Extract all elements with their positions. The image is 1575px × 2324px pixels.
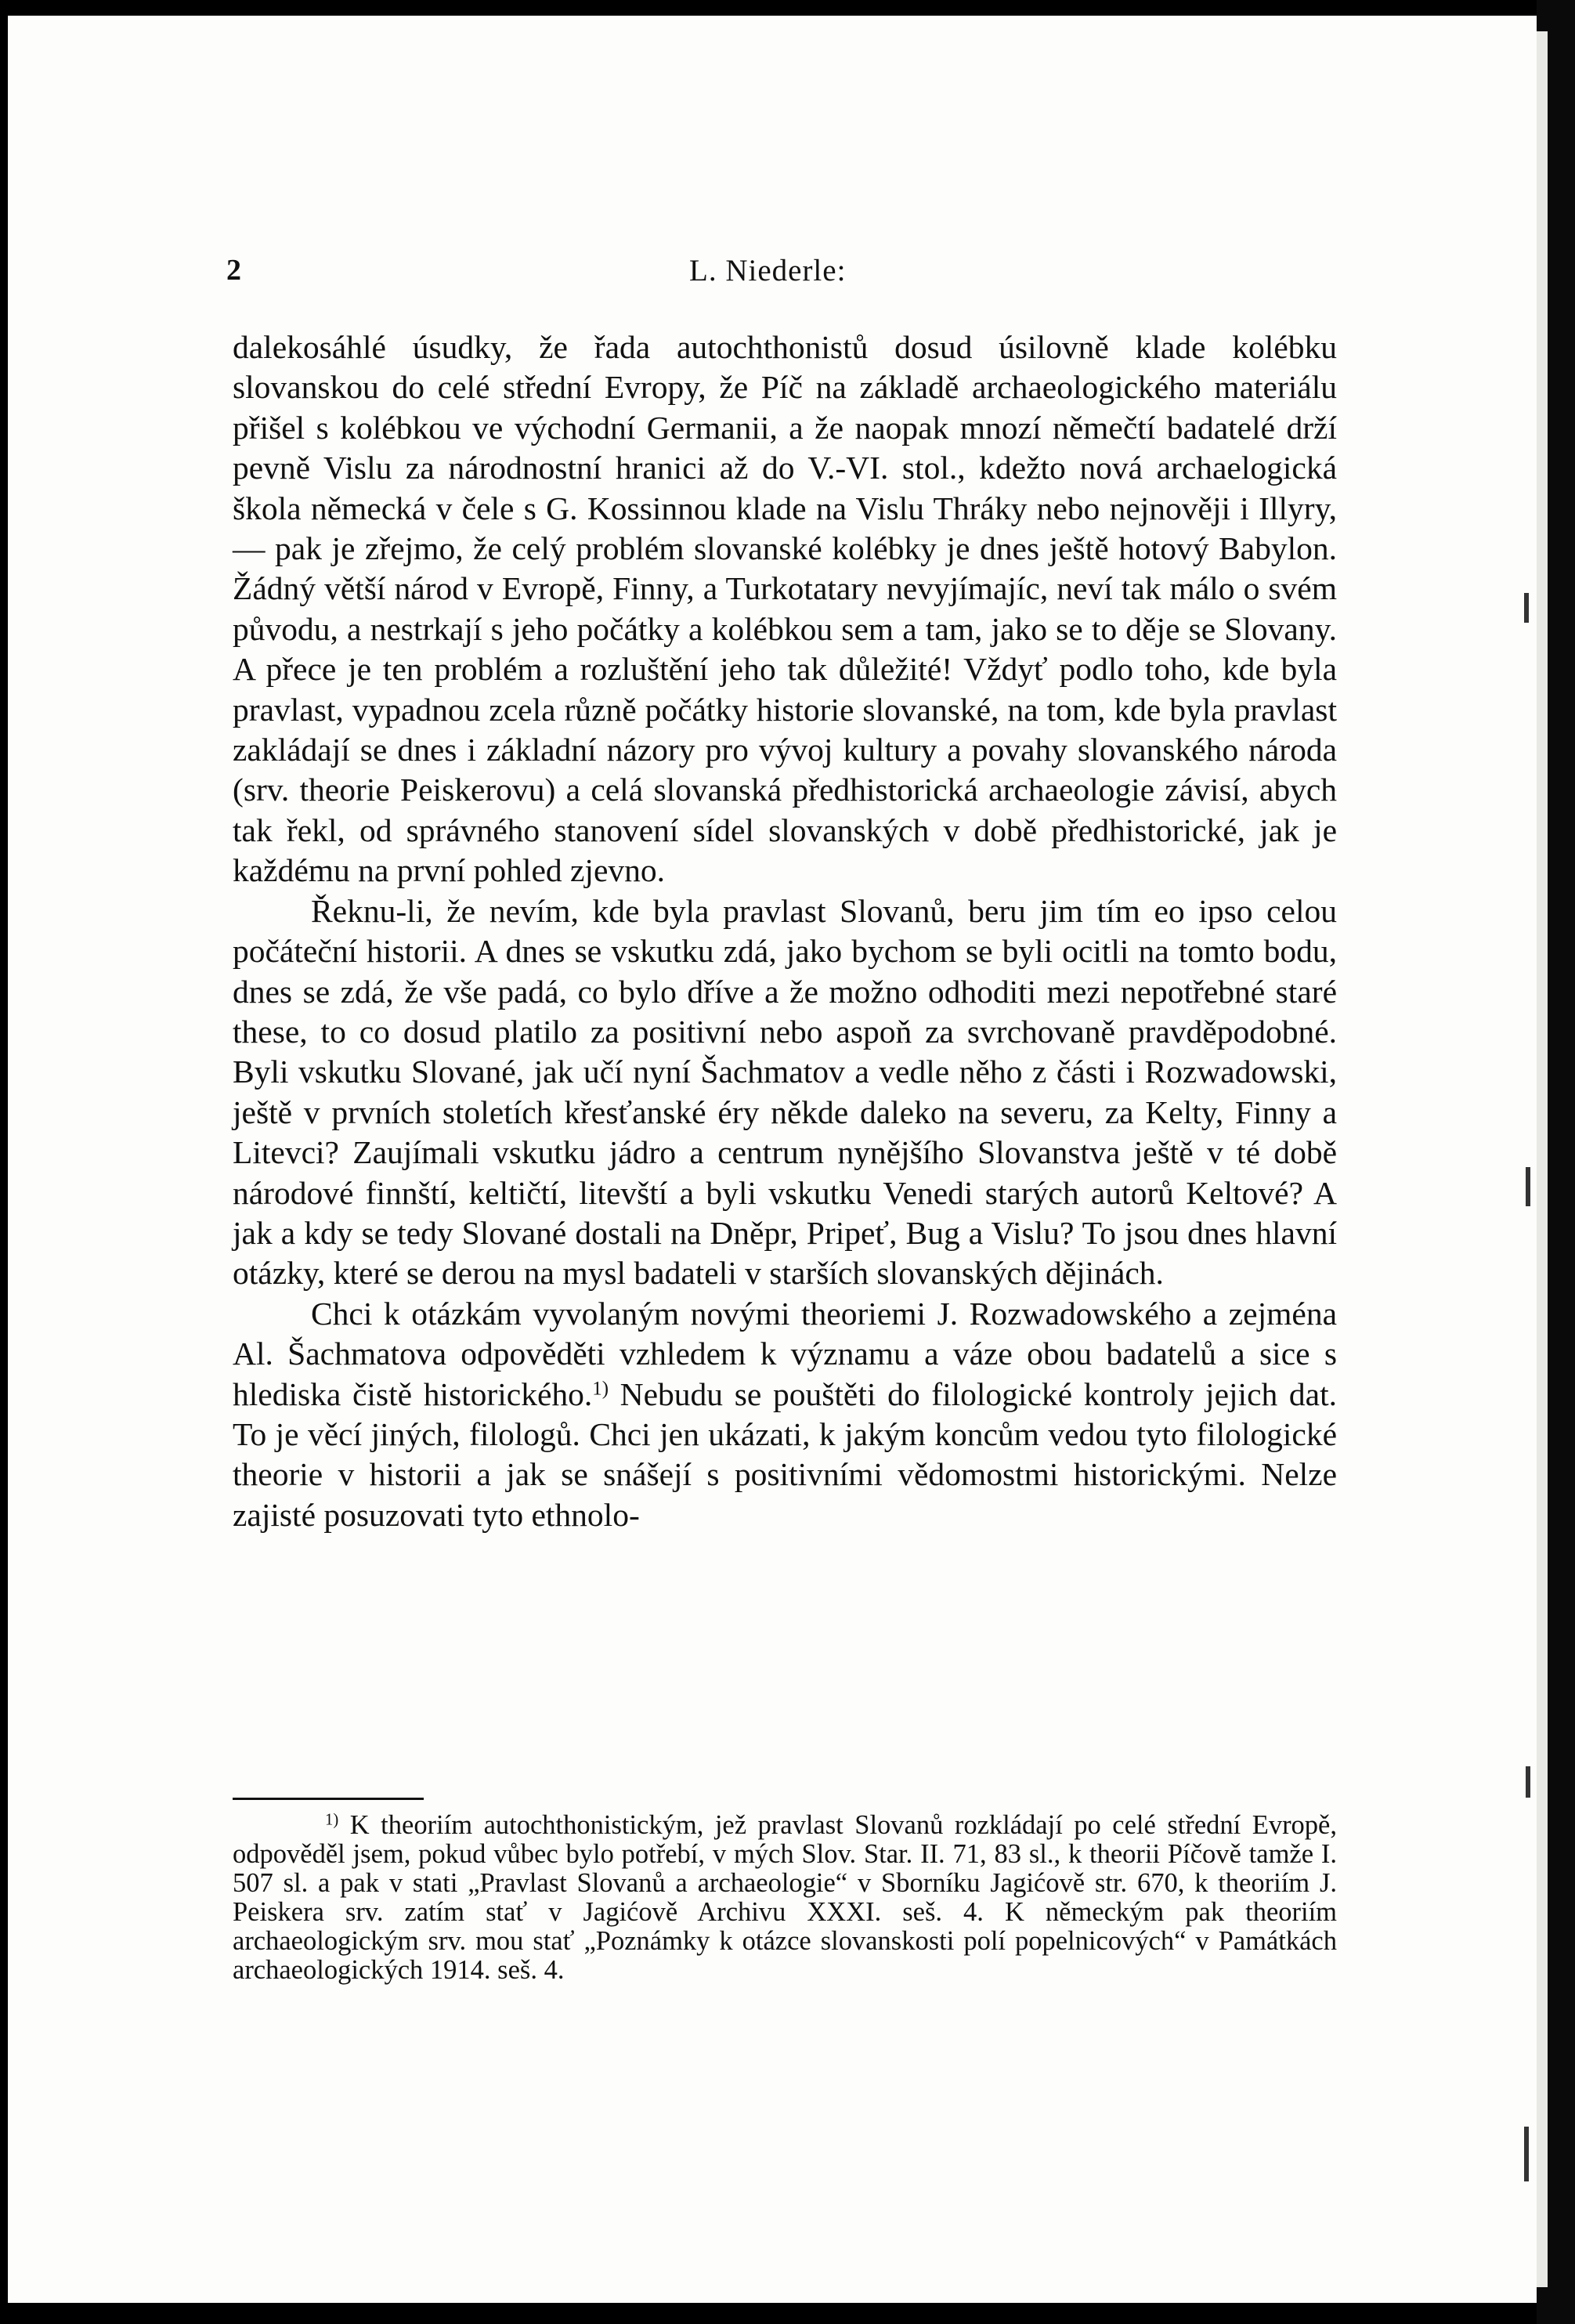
paragraph-1: dalekosáhlé úsudky, že řada autochthonistů dosud úsilovně klade kolébku slovanskou do celé střední Evropy, že Píč na základě archaeologického materiálu přišel s kolébkou ve východní Germanii, a že naopak mnozí němečtí badatelé drží pevně Vislu za národnostní hranici až do V.-VI. stol., kdežto nová archaelogická škola německá v čele s G. Kossinnou klade na Vislu Thráky nebo nejnověji i Illyry, — pak je zřejmo, že celý problém slovanské kolébky je dnes ještě hotový Babylon. Žádný větší národ v Evropě, Finny, a Turkotatary nevyjímajíc, neví tak málo o svém původu, a nestrkají s jeho počátky a kolébkou sem a tam, jako se to děje se Slovany. A přece je ten problém a rozluštění jeho tak důležité! Vždyť podlo toho, kde byla pravlast, vypadnou zcela různě počátky historie slovanské, na tom, kde byla pravlast zakládají se dnes i základní názory pro vývoj kultury a povahy slovanského národa (srv. theorie Peiskerovu) a celá slovanská předhistorická archaeologie závisí, abych tak řekl, od správného stanovení sídel slovanských v době předhistorické, jak je každému na první pohled zjevno. [233, 329, 1337, 889]
scan-mark [1524, 2127, 1529, 2181]
footnote [233, 1811, 1337, 1985]
paragraph-3 [233, 1294, 1337, 1535]
scan-mark [1524, 593, 1529, 623]
document-page [8, 16, 1537, 2303]
body-text [233, 327, 1337, 1535]
paragraph-3-rest: Nebudu se pouštěti do filologické kontroly jejich dat. To je věcí jiných, filologů. Chci jen ukázati, k jakým koncům vedou tyto filologické theorie v historii a jak se snášejí s positivními vědomostmi historickými. Nelze zajisté posuzovati tyto ethnolo- [233, 1375, 1337, 1533]
footnote-reference: 1) [592, 1377, 609, 1399]
footnote-text: K theoriím autochthonistickým, jež pravlast Slovanů rozkládají po celé střední Evropě, odpověděl jsem, pokud vůbec bylo potřebí, v mých Slov. Star. II. 71, 83 sl., k theorii Píčově tamže I. 507 sl. a pak v stati „Pravlast Slovanů a archaeologie“ v Sborníku Jagićově str. 670, k theoriím J. Peiskera srv. zatím stať v Jagićově Archivu XXXI. seš. 4. K německým pak theoriím archaeologickým srv. mou stať „Poznámky k otázce slovanskosti polí popelnicových“ v Památkách archaeologických 1914. seš. 4. [233, 1810, 1337, 1985]
running-head: L. Niederle: [689, 254, 847, 287]
scan-edge-inner [1537, 31, 1548, 2287]
footnote-divider [233, 1798, 424, 1800]
scan-mark [1526, 1167, 1530, 1206]
paragraph-2: Řeknu-li, že nevím, kde byla pravlast Slovanů, beru jim tím eo ipso celou počáteční historii. A dnes se vskutku zdá, jako bychom se byli ocitli na tomto bodu, dnes se zdá, že vše padá, co bylo dříve a že možno odhoditi mezi nepotřebné staré these, to co dosud platilo za positivní nebo aspoň za svrchovaně pravděpodobné. Byli vskutku Slované, jak učí nyní Šachmatov a vedle něho z části i Rozwadowski, ještě v prvních stoletích křesťanské éry někde daleko na severu, za Kelty, Finny a Litevci? Zaujímali vskutku jádro a centrum nynějšího Slovanstva ještě v té době národové finnští, keltičtí, litevští a byli vskutku Venedi starých autorů Keltové? A jak a kdy se tedy Slované dostali na Dněpr, Pripeť, Bug a Vislu? To jsou dnes hlavní otázky, které se derou na mysl badateli v starších slovanských dějinách. [233, 892, 1337, 1292]
footnote-marker: 1) [325, 1811, 339, 1829]
paragraph-3-main: Chci k otázkám vyvolaným novými theoriemi J. Rozwadowského a zejména Al. Šachmatova odpověděti vzhledem k významu a váze obou badatelů a sice s hlediska čistě historického. [233, 1295, 1337, 1412]
page-number: 2 [226, 254, 241, 287]
scan-mark [1526, 1766, 1530, 1798]
page-header [8, 253, 1537, 292]
